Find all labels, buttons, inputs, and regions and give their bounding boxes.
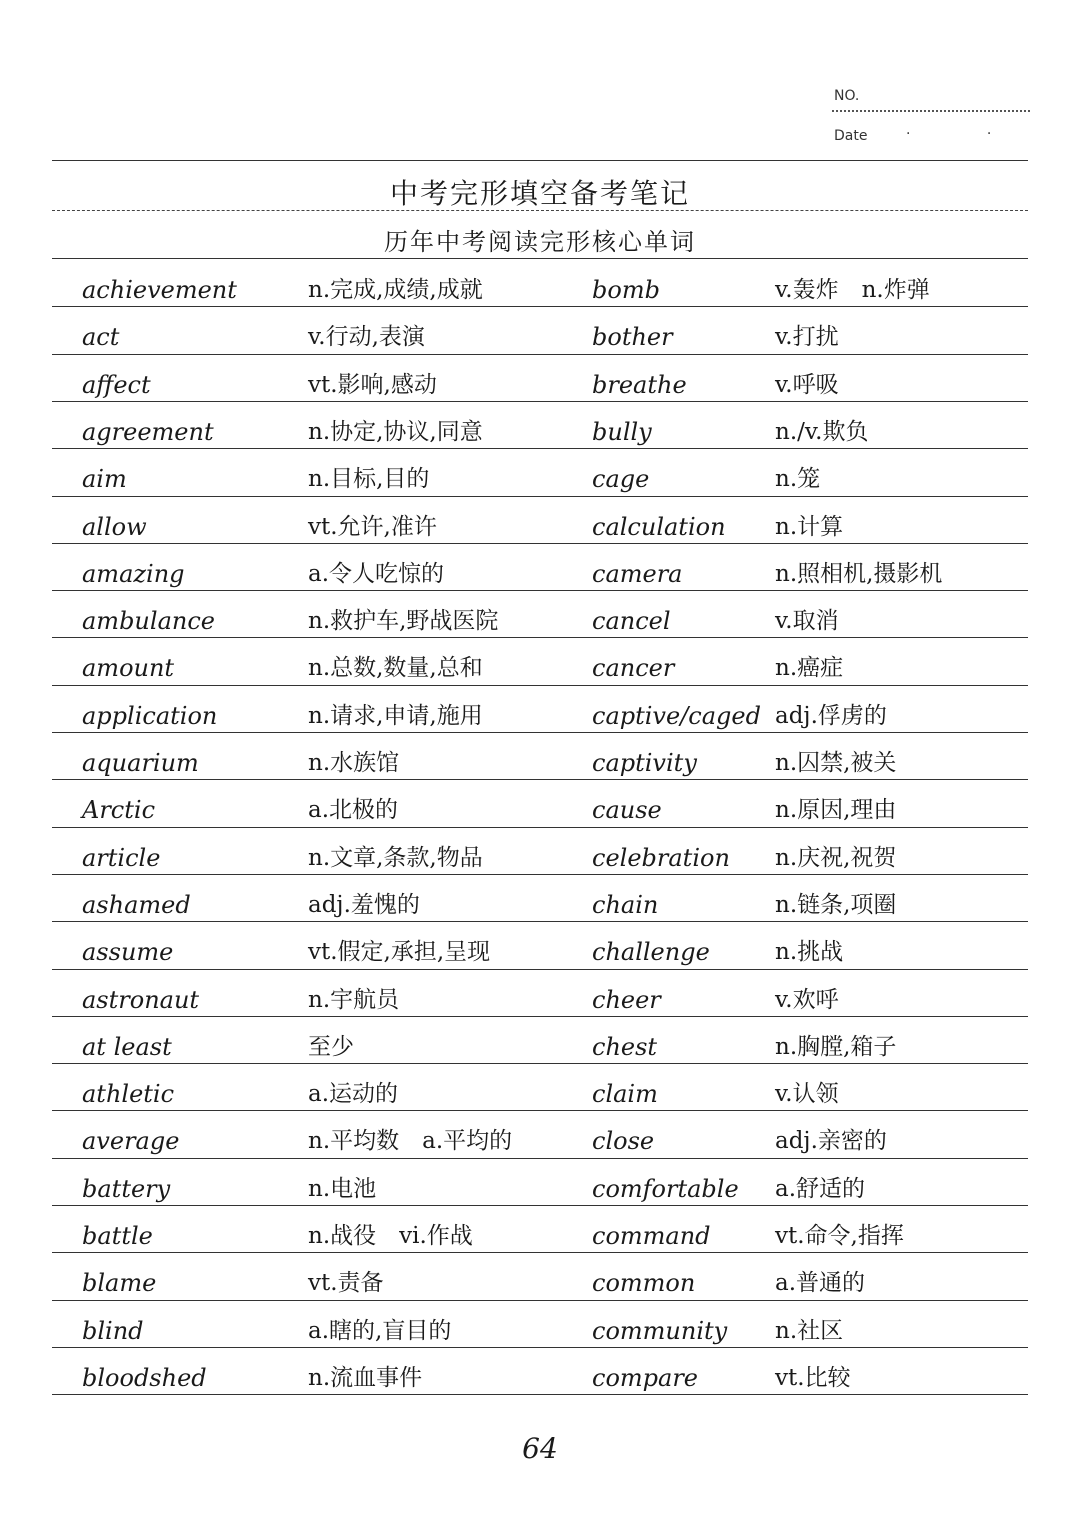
vocab-word: application [82, 701, 218, 730]
vocab-word: community [592, 1316, 728, 1345]
vocab-row [0, 827, 1080, 874]
header-dotted-line [832, 110, 1030, 112]
vocab-word: claim [592, 1080, 658, 1109]
vocab-meaning: vt.比较 [775, 1364, 851, 1391]
vocab-row [0, 969, 1080, 1016]
vocab-row [0, 354, 1080, 401]
vocab-meaning: n.平均数 a.平均的 [308, 1128, 513, 1155]
vocab-meaning: n.请求,申请,施用 [308, 702, 483, 729]
vocab-word: chain [592, 890, 659, 919]
vocab-meaning: n.挑战 [775, 939, 844, 966]
vocab-row [0, 874, 1080, 921]
vocab-meaning: n./v.欺负 [775, 418, 869, 445]
vocab-word: average [82, 1127, 180, 1156]
vocab-word: comfortable [592, 1174, 739, 1203]
vocab-meaning: v.轰炸 n.炸弹 [775, 277, 930, 303]
vocab-word: bother [592, 323, 673, 352]
vocab-meaning: n.电池 [308, 1175, 377, 1202]
vocab-word: affect [82, 370, 151, 399]
vocab-meaning: n.宇航员 [308, 986, 400, 1013]
vocab-row [0, 448, 1080, 495]
vocab-word: battery [82, 1174, 171, 1203]
vocab-meaning: a.运动的 [308, 1081, 399, 1108]
vocab-row [0, 306, 1080, 353]
vocab-row [0, 779, 1080, 826]
vocab-row [0, 921, 1080, 968]
vocab-meaning: vt.命令,指挥 [775, 1223, 904, 1249]
vocab-word: captive/caged [592, 701, 761, 730]
vocab-meaning: vt.假定,承担,呈现 [308, 939, 491, 966]
vocab-word: bloodshed [82, 1363, 207, 1392]
vocab-meaning: v.打扰 [775, 324, 839, 351]
vocab-meaning: adj.亲密的 [775, 1128, 887, 1155]
page-subtitle: 历年中考阅读完形核心单词 [384, 228, 696, 256]
vocab-word: achievement [82, 276, 237, 304]
vocab-word: aim [82, 465, 127, 494]
vocab-meaning: n.流血事件 [308, 1364, 423, 1391]
vocab-word: act [82, 323, 120, 352]
vocab-row [0, 1347, 1080, 1394]
vocab-meaning: n.癌症 [775, 655, 844, 682]
vocab-word: calculation [592, 512, 726, 541]
vocab-row [0, 543, 1080, 590]
vocab-word: captivity [592, 749, 697, 777]
vocab-meaning: n.囚禁,被关 [775, 750, 897, 776]
vocab-word: challenge [592, 938, 710, 967]
vocab-row [0, 732, 1080, 779]
vocab-row [0, 401, 1080, 448]
vocab-row [0, 259, 1080, 306]
vocab-row [0, 1158, 1080, 1205]
vocab-word: assume [82, 938, 174, 967]
vocab-meaning: n.协定,协议,同意 [308, 418, 483, 445]
vocab-word: cause [592, 796, 662, 825]
vocab-word: command [592, 1222, 711, 1250]
vocab-meaning: n.总数,数量,总和 [308, 655, 483, 682]
vocab-meaning: v.呼吸 [775, 371, 839, 398]
no-label: NO. [834, 88, 860, 104]
vocab-meaning: 至少 [308, 1033, 354, 1060]
vocab-word: cage [592, 465, 650, 494]
date-label: Date [834, 128, 868, 144]
vocab-row [0, 685, 1080, 732]
vocab-word: ashamed [82, 890, 191, 919]
date-dots: · · [906, 126, 1028, 142]
vocab-word: battle [82, 1222, 153, 1250]
vocab-meaning: n.胸膛,箱子 [775, 1033, 897, 1060]
vocab-word: amazing [82, 559, 185, 588]
vocab-word: Arctic [82, 796, 156, 825]
vocab-meaning: n.社区 [775, 1317, 844, 1344]
vocab-meaning: vt.影响,感动 [308, 371, 437, 398]
row-rule [52, 1394, 1028, 1395]
vocab-row [0, 1205, 1080, 1252]
vocab-word: camera [592, 559, 683, 588]
vocab-meaning: n.水族馆 [308, 750, 400, 776]
vocab-meaning: n.战役 vi.作战 [308, 1223, 473, 1249]
vocab-row [0, 1300, 1080, 1347]
vocab-row [0, 1016, 1080, 1063]
vocab-meaning: vt.允许,准许 [308, 513, 437, 540]
vocab-meaning: n.完成,成绩,成就 [308, 277, 483, 303]
vocab-word: close [592, 1127, 655, 1156]
vocab-word: blind [82, 1316, 144, 1345]
vocab-word: cancer [592, 654, 675, 683]
vocab-word: agreement [82, 417, 214, 446]
page-title: 中考完形填空备考笔记 [389, 177, 690, 210]
vocab-word: blame [82, 1269, 157, 1298]
vocab-meaning: n.原因,理由 [775, 797, 897, 824]
vocab-word: breathe [592, 370, 687, 399]
vocab-word: cheer [592, 985, 661, 1014]
page-number: 64 [522, 1432, 558, 1465]
vocab-word: ambulance [82, 607, 215, 636]
vocab-meaning: adj.俘虏的 [775, 702, 887, 729]
vocab-meaning: n.照相机,摄影机 [775, 560, 943, 587]
vocab-meaning: v.欢呼 [775, 986, 839, 1013]
vocab-word: allow [82, 512, 147, 541]
vocab-meaning: n.链条,项圈 [775, 891, 897, 918]
vocab-word: at least [82, 1032, 172, 1061]
title-rule [52, 210, 1028, 211]
vocab-row [0, 1063, 1080, 1110]
vocab-meaning: n.文章,条款,物品 [308, 844, 483, 871]
vocab-word: bomb [592, 276, 660, 304]
vocab-meaning: a.瞎的,盲目的 [308, 1317, 452, 1344]
vocab-word: astronaut [82, 985, 200, 1014]
vocab-row [0, 496, 1080, 543]
vocab-row [0, 1252, 1080, 1299]
vocab-meaning: a.令人吃惊的 [308, 560, 445, 587]
vocab-meaning: n.目标,目的 [308, 466, 430, 493]
vocab-meaning: adj.羞愧的 [308, 891, 420, 918]
vocab-word: cancel [592, 607, 671, 636]
vocab-word: amount [82, 654, 175, 683]
vocab-word: article [82, 843, 161, 872]
vocab-meaning: a.北极的 [308, 797, 399, 824]
vocab-word: bully [592, 417, 652, 446]
vocab-word: celebration [592, 843, 730, 872]
vocab-word: common [592, 1269, 696, 1298]
vocab-meaning: v.认领 [775, 1081, 839, 1108]
vocab-meaning: v.行动,表演 [308, 324, 425, 351]
vocab-meaning: a.普通的 [775, 1270, 866, 1297]
vocab-word: aquarium [82, 749, 199, 777]
vocab-meaning: n.庆祝,祝贺 [775, 844, 897, 871]
vocab-meaning: n.笼 [775, 466, 821, 493]
vocab-row [0, 1110, 1080, 1157]
vocab-word: chest [592, 1032, 658, 1061]
vocab-row [0, 590, 1080, 637]
top-rule [52, 160, 1028, 161]
vocab-meaning: vt.责备 [308, 1270, 384, 1297]
vocab-word: athletic [82, 1080, 175, 1109]
vocab-meaning: v.取消 [775, 608, 839, 635]
vocab-meaning: n.救护车,野战医院 [308, 608, 499, 635]
vocab-word: compare [592, 1363, 698, 1392]
vocab-meaning: n.计算 [775, 513, 844, 540]
vocab-row [0, 637, 1080, 684]
vocab-meaning: a.舒适的 [775, 1175, 866, 1202]
